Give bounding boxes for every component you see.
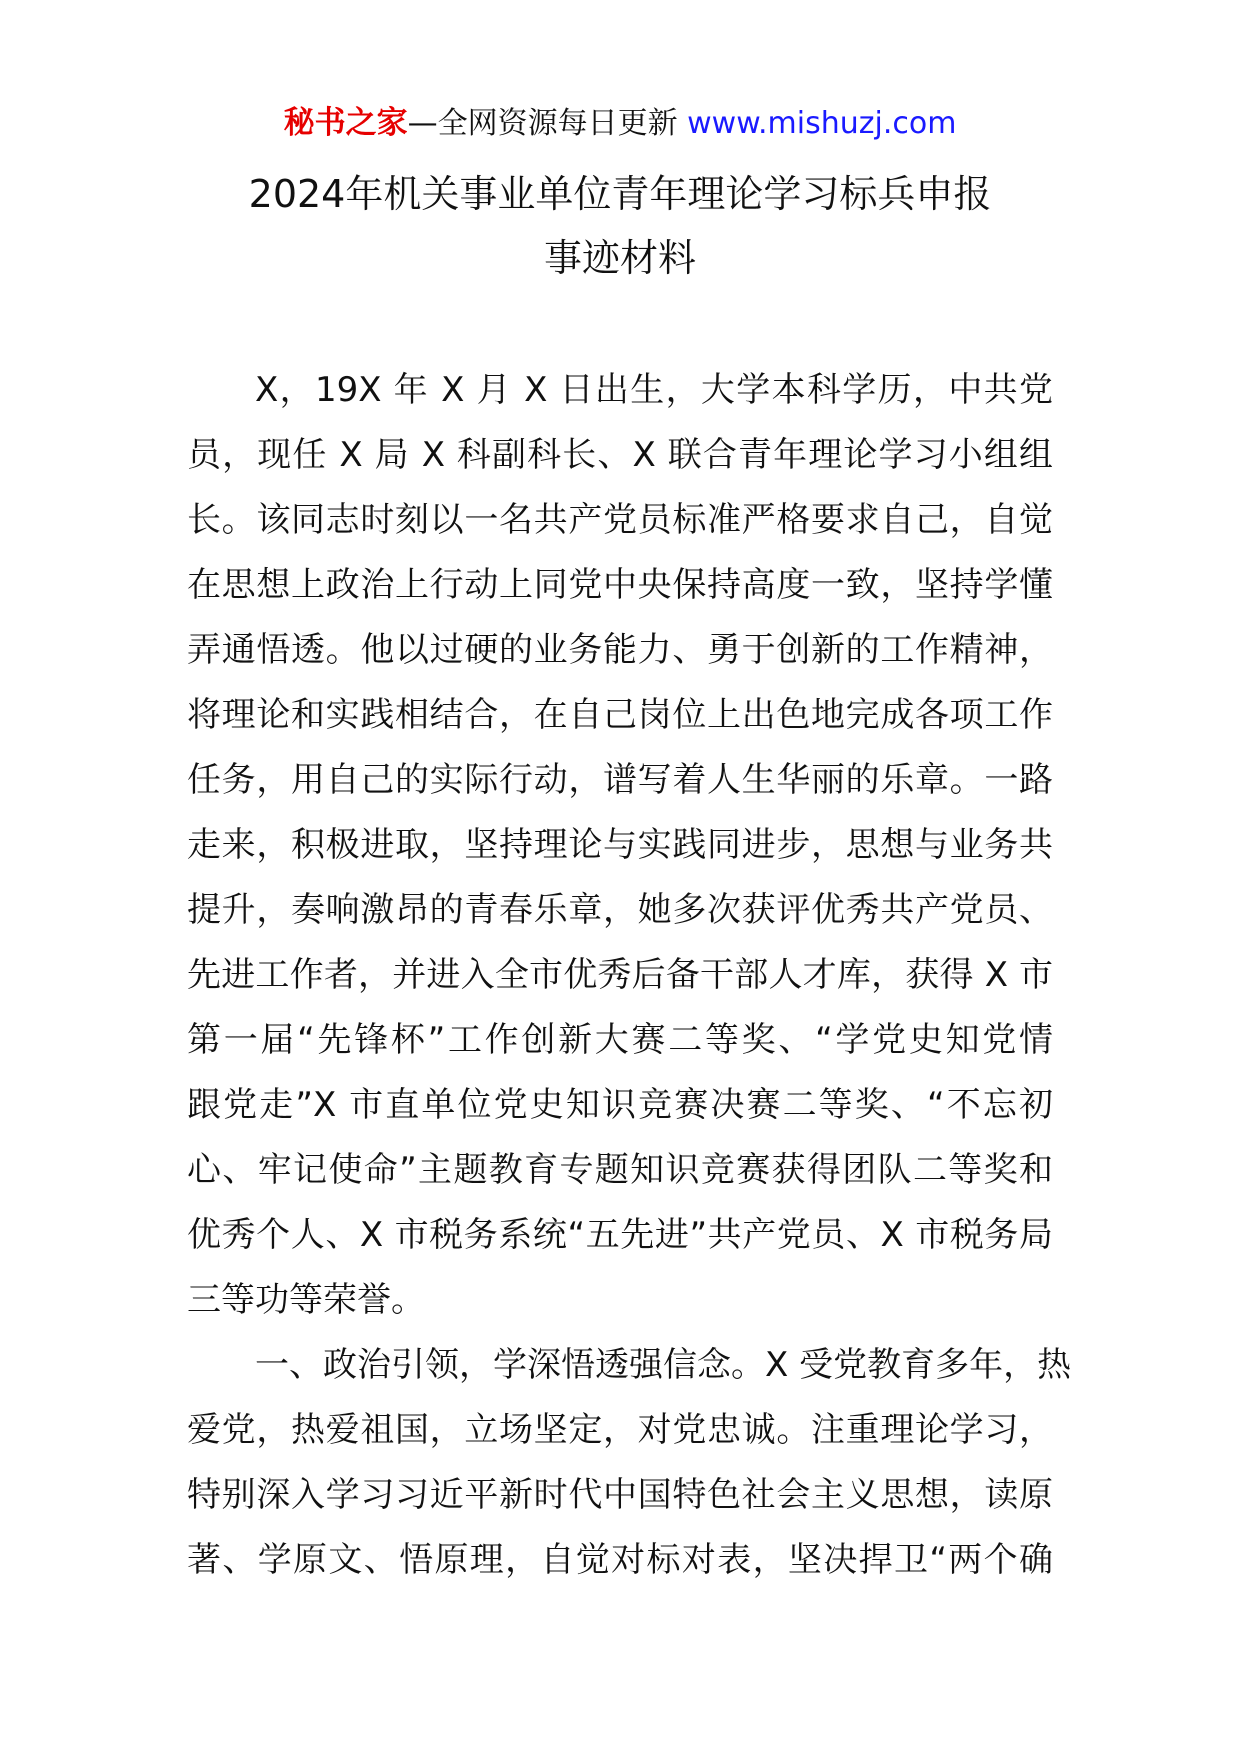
title-line-2: 事迹材料 [543,236,696,280]
paragraph-line: 员，现任 X 局 X 科副科长、X 联合青年理论学习小组组 [187,435,1053,475]
paragraph-1 [187,358,1053,1333]
paragraph-line: 弄通悟透。他以过硬的业务能力、勇于创新的工作精神， [187,630,1053,670]
site-header [0,100,1240,147]
paragraph-line: 三等功等荣誉。 [187,1280,425,1320]
site-url[interactable]: www.mishuzj.com [687,106,957,141]
paragraph-line: 著、学原文、悟原理，自觉对标对表，坚决捍卫“两个确 [187,1540,1053,1580]
paragraph-line: 提升，奏响激昂的青春乐章，她多次获评优秀共产党员、 [187,890,1053,930]
paragraph-line: X，19X 年 X 月 X 日出生，大学本科学历，中共党 [255,370,1053,410]
paragraph-line: 心、牢记使命”主题教育专题知识竞赛获得团队二等奖和 [187,1150,1053,1190]
paragraph-line: 一、政治引领，学深悟透强信念。X 受党教育多年，热 [255,1345,1072,1385]
paragraph-line: 优秀个人、X 市税务系统“五先进”共产党员、X 市税务局 [187,1215,1053,1255]
document-body [187,358,1072,1593]
paragraph-line: 将理论和实践相结合，在自己岗位上出色地完成各项工作 [187,695,1053,735]
paragraph-line: 先进工作者，并进入全市优秀后备干部人才库，获得 X 市 [187,955,1053,995]
paragraph-line: 走来，积极进取，坚持理论与实践同进步，思想与业务共 [187,825,1053,865]
paragraph-line: 第一届“先锋杯”工作创新大赛二等奖、“学党史知党情 [187,1020,1053,1060]
paragraph-line: 长。该同志时刻以一名共产党员标准严格要求自己，自觉 [187,500,1053,540]
document-title [0,162,1240,290]
paragraph-line: 跟党走”X 市直单位党史知识竞赛决赛二等奖、“不忘初 [187,1085,1053,1125]
paragraph-line: 任务，用自己的实际行动，谱写着人生华丽的乐章。一路 [187,760,1053,800]
paragraph-2 [187,1333,1072,1593]
paragraph-line: 特别深入学习习近平新时代中国特色社会主义思想，读原 [187,1475,1053,1515]
paragraph-line: 在思想上政治上行动上同党中央保持高度一致，坚持学懂 [187,565,1053,605]
header-slogan: —全网资源每日更新 [407,106,678,141]
title-line-1: 2024年机关事业单位青年理论学习标兵申报 [248,172,992,216]
brand-name: 秘书之家 [283,105,408,141]
paragraph-line: 爱党，热爱祖国，立场坚定，对党忠诚。注重理论学习， [187,1410,1053,1450]
